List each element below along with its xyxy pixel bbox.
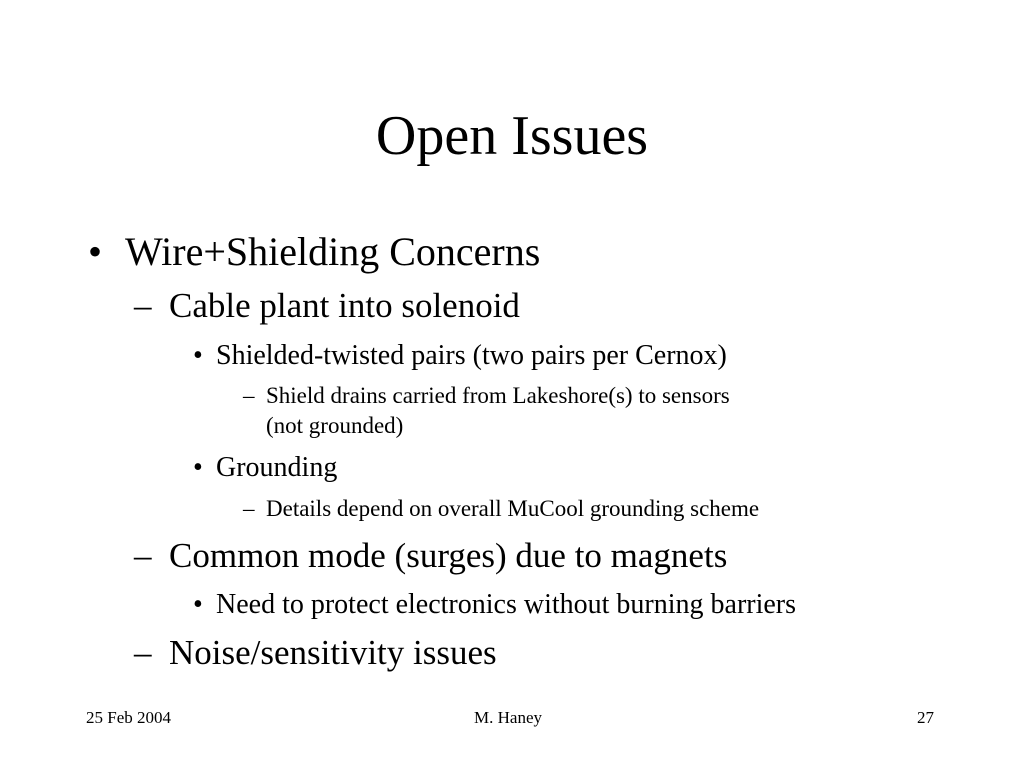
bullet-shield-drains-line1: Shield drains carried from Lakeshore(s) to sensors <box>266 383 730 408</box>
bullet-marker: • <box>88 229 103 274</box>
bullet-grounding: Grounding <box>216 452 338 483</box>
bullet-protect-electronics: Need to protect electronics without burning barriers <box>216 589 797 620</box>
dash-marker: – <box>134 286 152 325</box>
bullet-common-mode: Common mode (surges) due to magnets <box>169 536 728 575</box>
bullet-mucool-grounding: Details depend on overall MuCool grounding scheme <box>266 496 760 521</box>
bullet-noise-sensitivity: Noise/sensitivity issues <box>169 633 497 672</box>
dash-marker: – <box>243 496 255 521</box>
slide-title: Open Issues <box>375 105 649 167</box>
bullet-marker: • <box>193 452 203 483</box>
bullet-shield-drains-line2: (not grounded) <box>266 413 404 438</box>
dash-marker: – <box>134 633 152 672</box>
bullet-marker: • <box>193 340 203 371</box>
bullet-cable-plant: Cable plant into solenoid <box>169 286 520 325</box>
dash-marker: – <box>243 383 255 408</box>
footer-page-number: 27 <box>917 708 934 727</box>
bullet-shielded-twisted-pairs: Shielded-twisted pairs (two pairs per Cernox) <box>216 340 727 371</box>
dash-marker: – <box>134 536 152 575</box>
bullet-marker: • <box>193 589 203 620</box>
footer-author: M. Haney <box>474 708 542 727</box>
bullet-wire-shielding: Wire+Shielding Concerns <box>125 229 541 274</box>
footer-date: 25 Feb 2004 <box>86 708 171 727</box>
